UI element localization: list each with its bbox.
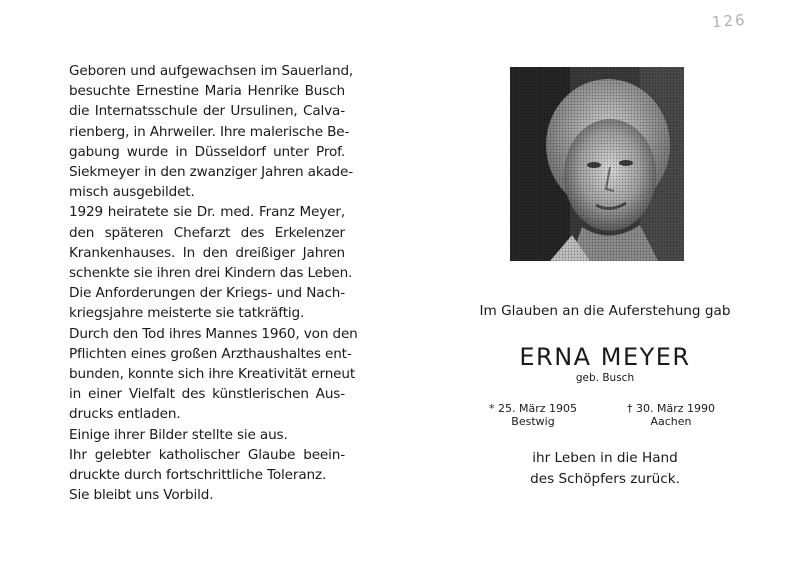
corner-mark: 126	[711, 10, 748, 32]
biography-line: Siekmeyer in den zwanziger Jahren akade-	[69, 164, 353, 181]
biography-text	[69, 61, 358, 505]
biography-line: rienberg, in Ahrweiler. Ihre malerische Be-	[69, 123, 350, 140]
portrait-image	[510, 67, 684, 261]
biography-line: besuchte Ernestine Maria Henrike Busch	[69, 83, 345, 100]
closing-verse	[448, 448, 762, 489]
biography-line: die Internatsschule der Ursulinen, Calva-	[69, 103, 345, 120]
biography-line: bunden, konnte sich ihre Kreativität erneut	[69, 366, 356, 383]
biography-line: gabung wurde in Düsseldorf unter Prof.	[69, 143, 345, 160]
biography-line: Einige ihrer Bilder stellte sie aus.	[69, 426, 288, 443]
death-info	[616, 402, 726, 428]
biography-line: kriegsjahre meisterte sie tatkräftig.	[69, 305, 305, 322]
biography-line: Ihr gelebter katholischer Glaube beein-	[69, 446, 345, 463]
deceased-name: ERNA MEYER	[519, 343, 691, 371]
biography-line: Geboren und aufgewachsen im Sauerland,	[69, 63, 354, 79]
death-place: Aachen	[650, 415, 692, 428]
biography-line: misch ausgebildet.	[69, 184, 195, 201]
death-date: † 30. März 1990	[626, 402, 715, 415]
biography-line: Sie bleibt uns Vorbild.	[69, 487, 214, 504]
biography-line: Krankenhauses. In den dreißiger Jahren	[69, 244, 345, 261]
biography-line: Pflichten eines großen Arzthaushaltes ent-	[69, 345, 352, 362]
maiden-name: geb. Busch	[575, 372, 635, 384]
closing-line: des Schöpfers zurück.	[530, 470, 680, 487]
biography-line: schenkte sie ihren drei Kindern das Leben.	[69, 265, 353, 282]
closing-line: ihr Leben in die Hand	[532, 450, 678, 466]
biography-line: 1929 heiratete sie Dr. med. Franz Meyer,	[69, 204, 345, 221]
biography-line: drucks entladen.	[69, 406, 181, 423]
biography-line: Die Anforderungen der Kriegs- und Nach-	[69, 285, 345, 302]
birth-place: Bestwig	[511, 415, 555, 428]
faith-line: Im Glauben an die Auferstehung gab	[479, 303, 731, 319]
birth-date: * 25. März 1905	[488, 402, 577, 415]
portrait-photo	[510, 67, 684, 261]
life-dates	[478, 402, 738, 432]
biography-line: den späteren Chefarzt des Erkelenzer	[69, 224, 345, 241]
biography-line: in einer Vielfalt des künstlerischen Aus-	[69, 386, 345, 403]
birth-info	[478, 402, 588, 428]
biography-line: Durch den Tod ihres Mannes 1960, von den	[69, 325, 358, 342]
biography-line: druckte durch fortschrittliche Toleranz.	[69, 467, 327, 484]
